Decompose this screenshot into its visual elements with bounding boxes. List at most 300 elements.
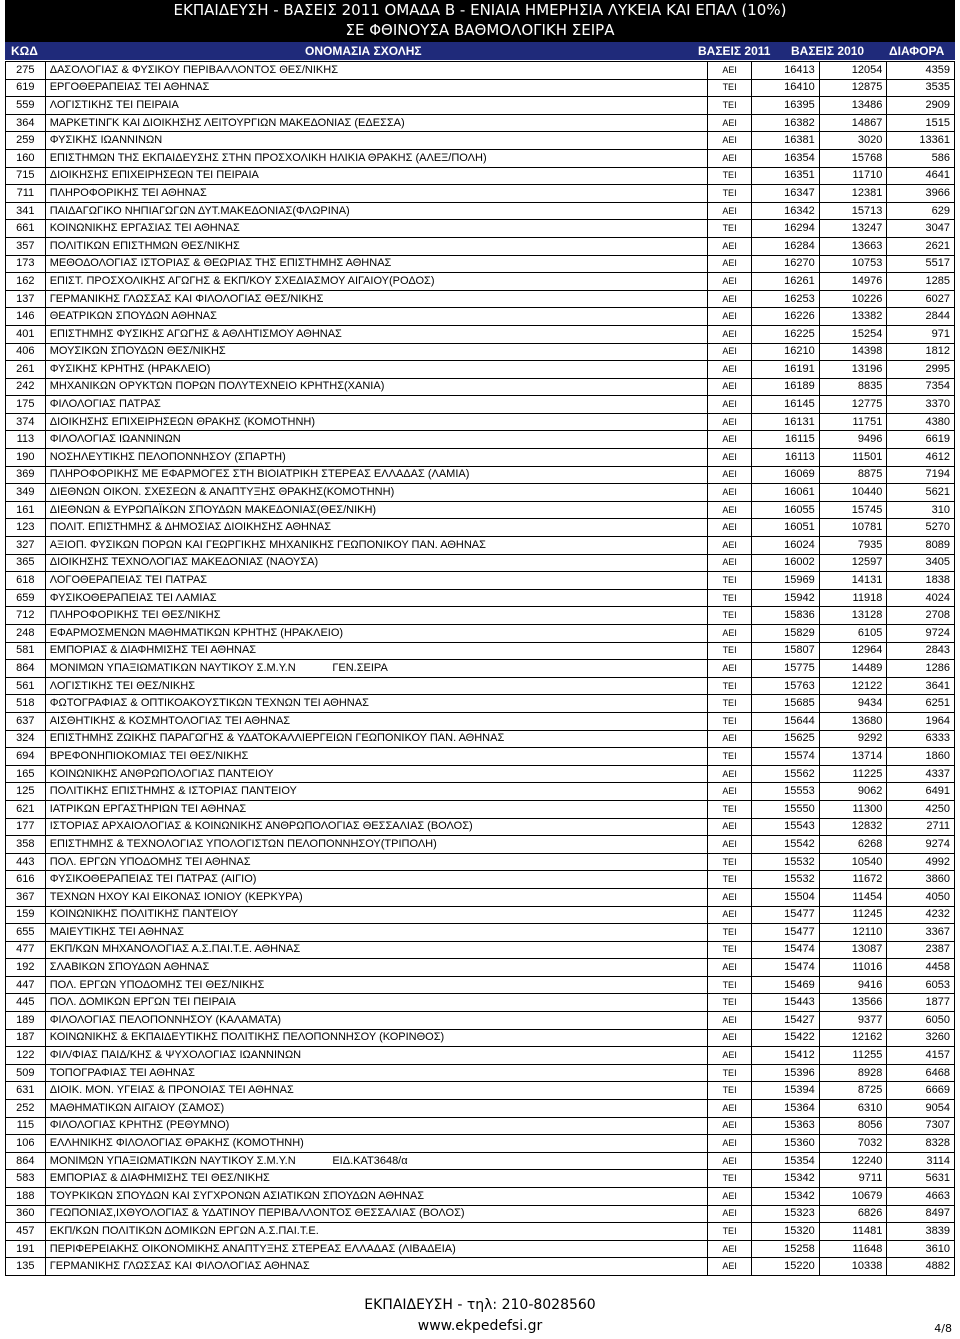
cell-2011: 15504: [752, 888, 820, 906]
cell-2010: 8835: [819, 378, 887, 396]
cell-name: ΠΟΛ. ΕΡΓΩΝ ΥΠΟΔΟΜΗΣ ΤΕΙ ΘΕΣ/ΝΙΚΗΣ: [45, 976, 707, 994]
table-row: [6, 924, 955, 942]
cell-2010: 11751: [819, 413, 887, 431]
cell-code: 115: [6, 1117, 46, 1135]
cell-name: ΔΙΕΘΝΩΝ ΟΙΚΟΝ. ΣΧΕΣΕΩΝ & ΑΝΑΠΤΥΞΗΣ ΘΡΑΚΗΣ(ΚΟΜΟΤΗΝΗ): [45, 484, 707, 502]
cell-name: ΦΙΛ/ΦΙΑΣ ΠΑΙΔ/ΚΗΣ & ΨΥΧΟΛΟΓΙΑΣ ΙΩΑΝΝΙΝΩΝ: [45, 1047, 707, 1065]
cell-2010: 9711: [819, 1170, 887, 1188]
cell-code: 159: [6, 906, 46, 924]
cell-type: ΑΕΙ: [708, 466, 752, 484]
table-row: [6, 378, 955, 396]
cell-type: ΑΕΙ: [708, 361, 752, 379]
table-row: [6, 765, 955, 783]
cell-name: ΔΙΟΙΚΗΣΗΣ ΕΠΙΧΕΙΡΗΣΕΩΝ ΤΕΙ ΠΕΙΡΑΙΑ: [45, 167, 707, 185]
cell-code: 125: [6, 783, 46, 801]
cell-2011: 15474: [752, 959, 820, 977]
cell-name: ΠΟΛΙΤ. ΕΠΙΣΤΗΜΗΣ & ΔΗΜΟΣΙΑΣ ΔΙΟΙΚΗΣΗΣ ΑΘΗΝΑΣ: [45, 519, 707, 537]
cell-2010: 12964: [819, 642, 887, 660]
cell-code: 357: [6, 237, 46, 255]
cell-diff: 2711: [887, 818, 955, 836]
cell-diff: 1838: [887, 572, 955, 590]
table-row: [6, 396, 955, 414]
cell-2011: 15342: [752, 1188, 820, 1206]
cell-code: 374: [6, 413, 46, 431]
cell-name: ΤΟΠΟΓΡΑΦΙΑΣ ΤΕΙ ΑΘΗΝΑΣ: [45, 1064, 707, 1082]
table-row: [6, 167, 955, 185]
cell-diff: 6468: [887, 1064, 955, 1082]
cell-name: ΕΠΙΣΤΗΜΗΣ & ΤΕΧΝΟΛΟΓΙΑΣ ΥΠΟΛΟΓΙΣΤΩΝ ΠΕΛΟΠΟΝΝΗΣΟΥ(ΤΡΙΠΟΛΗ): [45, 836, 707, 854]
cell-code: 252: [6, 1100, 46, 1118]
cell-code: 637: [6, 712, 46, 730]
cell-2011: 15412: [752, 1047, 820, 1065]
cell-2010: 10753: [819, 255, 887, 273]
cell-2010: 9377: [819, 1012, 887, 1030]
cell-diff: 3839: [887, 1223, 955, 1241]
table-row: [6, 484, 955, 502]
cell-type: ΑΕΙ: [708, 308, 752, 326]
table-row: [6, 730, 955, 748]
cell-2011: 16225: [752, 325, 820, 343]
cell-type: ΤΕΙ: [708, 572, 752, 590]
cell-code: 190: [6, 449, 46, 467]
cell-2011: 16051: [752, 519, 820, 537]
cell-2011: 16191: [752, 361, 820, 379]
cell-diff: 4024: [887, 589, 955, 607]
table-row: [6, 114, 955, 132]
table-row: [6, 853, 955, 871]
cell-type: ΑΕΙ: [708, 62, 752, 80]
cell-code: 165: [6, 765, 46, 783]
cell-code: 661: [6, 220, 46, 238]
cell-diff: 9054: [887, 1100, 955, 1118]
cell-name: ΕΚΠ/ΚΩΝ ΜΗΧΑΝΟΛΟΓΙΑΣ Α.Σ.ΠΑΙ.Τ.Ε. ΑΘΗΝΑΣ: [45, 941, 707, 959]
cell-diff: 5270: [887, 519, 955, 537]
table-row: [6, 273, 955, 291]
cell-name: ΝΟΣΗΛΕΥΤΙΚΗΣ ΠΕΛΟΠΟΝΝΗΣΟΥ (ΣΠΑΡΤΗ): [45, 449, 707, 467]
cell-type: ΤΕΙ: [708, 712, 752, 730]
cell-diff: 586: [887, 149, 955, 167]
cell-2011: 16294: [752, 220, 820, 238]
cell-code: 655: [6, 924, 46, 942]
cell-name: ΚΟΙΝΩΝΙΚΗΣ ΠΟΛΙΤΙΚΗΣ ΠΑΝΤΕΙΟΥ: [45, 906, 707, 924]
cell-code: 177: [6, 818, 46, 836]
cell-diff: 2844: [887, 308, 955, 326]
cell-code: 445: [6, 994, 46, 1012]
cell-name: ΑΞΙΟΠ. ΦΥΣΙΚΩΝ ΠΟΡΩΝ ΚΑΙ ΓΕΩΡΓΙΚΗΣ ΜΗΧΑΝΙΚΗΣ ΓΕΩΠΟΝΙΚΟΥ ΠΑΝ. ΑΘΗΝΑΣ: [45, 537, 707, 555]
cell-name: ΠΛΗΡΟΦΟΡΙΚΗΣ ΤΕΙ ΑΘΗΝΑΣ: [45, 185, 707, 203]
table-row: [6, 220, 955, 238]
cell-type: ΑΕΙ: [708, 765, 752, 783]
cell-name: ΠΟΛ. ΔΟΜΙΚΩΝ ΕΡΓΩΝ ΤΕΙ ΠΕΙΡΑΙΑ: [45, 994, 707, 1012]
cell-type: ΑΕΙ: [708, 325, 752, 343]
cell-type: ΤΕΙ: [708, 871, 752, 889]
table-row: [6, 149, 955, 167]
cell-name: ΤΕΧΝΩΝ ΗΧΟΥ ΚΑΙ ΕΙΚΟΝΑΣ ΙΟΝΙΟΥ (ΚΕΡΚΥΡΑ): [45, 888, 707, 906]
cell-2011: 16253: [752, 290, 820, 308]
footer-website[interactable]: www.ekpedefsi.gr: [417, 1318, 543, 1334]
cell-2011: 16024: [752, 537, 820, 555]
cell-code: 162: [6, 273, 46, 291]
cell-2011: 15550: [752, 800, 820, 818]
cell-code: 561: [6, 677, 46, 695]
cell-type: ΑΕΙ: [708, 343, 752, 361]
cell-2011: 15363: [752, 1117, 820, 1135]
table-row: [6, 1100, 955, 1118]
cell-diff: 2621: [887, 237, 955, 255]
cell-2011: 15394: [752, 1082, 820, 1100]
cell-2011: 16055: [752, 501, 820, 519]
table-row: [6, 994, 955, 1012]
table-row: [6, 466, 955, 484]
cell-2010: 15745: [819, 501, 887, 519]
table-row: [6, 818, 955, 836]
cell-type: ΑΕΙ: [708, 554, 752, 572]
cell-name: ΕΡΓΟΘΕΡΑΠΕΙΑΣ ΤΕΙ ΑΘΗΝΑΣ: [45, 79, 707, 97]
cell-type: ΑΕΙ: [708, 413, 752, 431]
cell-code: 189: [6, 1012, 46, 1030]
cell-code: 447: [6, 976, 46, 994]
cell-2010: 14867: [819, 114, 887, 132]
cell-type: ΑΕΙ: [708, 1240, 752, 1258]
cell-name: ΕΠΙΣΤ. ΠΡΟΣΧΟΛΙΚΗΣ ΑΓΩΓΗΣ & ΕΚΠ/ΚΟΥ ΣΧΕΔΙΑΣΜΟΥ ΑΙΓΑΙΟΥ(ΡΟΔΟΣ): [45, 273, 707, 291]
cell-diff: 3367: [887, 924, 955, 942]
cell-2010: 9292: [819, 730, 887, 748]
cell-name: ΓΕΩΠΟΝΙΑΣ,ΙΧΘΥΟΛΟΓΙΑΣ & ΥΔΑΤΙΝΟΥ ΠΕΡΙΒΑΛΛΟΝΤΟΣ ΘΕΣΣΑΛΙΑΣ (ΒΟΛΟΣ): [45, 1205, 707, 1223]
cell-type: ΑΕΙ: [708, 783, 752, 801]
cell-code: 406: [6, 343, 46, 361]
cell-name: ΓΕΡΜΑΝΙΚΗΣ ΓΛΩΣΣΑΣ ΚΑΙ ΦΙΛΟΛΟΓΙΑΣ ΘΕΣ/ΝΙΚΗΣ: [45, 290, 707, 308]
cell-name: ΜΗΧΑΝΙΚΩΝ ΟΡΥΚΤΩΝ ΠΟΡΩΝ ΠΟΛΥΤΕΧΝΕΙΟ ΚΡΗΤΗΣ(ΧΑΝΙΑ): [45, 378, 707, 396]
cell-type: ΑΕΙ: [708, 114, 752, 132]
table-row: [6, 1117, 955, 1135]
cell-2011: 15258: [752, 1240, 820, 1258]
cell-2010: 12597: [819, 554, 887, 572]
cell-type: ΤΕΙ: [708, 994, 752, 1012]
cell-diff: 3641: [887, 677, 955, 695]
cell-2011: 16413: [752, 62, 820, 80]
cell-diff: 3405: [887, 554, 955, 572]
cell-type: ΑΕΙ: [708, 501, 752, 519]
cell-2011: 16061: [752, 484, 820, 502]
cell-2010: 11245: [819, 906, 887, 924]
cell-code: 694: [6, 748, 46, 766]
col-2011-header: ΒΑΣΕΙΣ 2011: [698, 44, 771, 58]
table-row: [6, 712, 955, 730]
cell-2011: 16145: [752, 396, 820, 414]
cell-2010: 8928: [819, 1064, 887, 1082]
cell-2011: 15836: [752, 607, 820, 625]
cell-2010: 8725: [819, 1082, 887, 1100]
cell-2010: 6826: [819, 1205, 887, 1223]
table-row: [6, 1047, 955, 1065]
cell-2010: 13087: [819, 941, 887, 959]
table-row: [6, 1223, 955, 1241]
cell-diff: 13361: [887, 132, 955, 150]
results-table-body: [6, 62, 955, 1276]
cell-2010: 13247: [819, 220, 887, 238]
cell-2011: 15323: [752, 1205, 820, 1223]
cell-diff: 7194: [887, 466, 955, 484]
cell-code: 518: [6, 695, 46, 713]
cell-type: ΑΕΙ: [708, 378, 752, 396]
cell-code: 137: [6, 290, 46, 308]
cell-code: 864: [6, 660, 46, 678]
table-row: [6, 572, 955, 590]
cell-2010: 9416: [819, 976, 887, 994]
cell-type: ΑΕΙ: [708, 888, 752, 906]
cell-2010: 13196: [819, 361, 887, 379]
cell-diff: 310: [887, 501, 955, 519]
cell-type: ΑΕΙ: [708, 959, 752, 977]
cell-2010: 13382: [819, 308, 887, 326]
cell-type: ΑΕΙ: [708, 1100, 752, 1118]
cell-2010: 15254: [819, 325, 887, 343]
cell-code: 242: [6, 378, 46, 396]
cell-2010: 8056: [819, 1117, 887, 1135]
cell-type: ΤΕΙ: [708, 1064, 752, 1082]
cell-name: ΔΙΟΙΚΗΣΗΣ ΤΕΧΝΟΛΟΓΙΑΣ ΜΑΚΕΔΟΝΙΑΣ (ΝΑΟΥΣΑ): [45, 554, 707, 572]
table-row: [6, 888, 955, 906]
cell-diff: 1964: [887, 712, 955, 730]
table-header: [5, 42, 955, 60]
cell-diff: 2708: [887, 607, 955, 625]
cell-code: 275: [6, 62, 46, 80]
cell-2011: 15644: [752, 712, 820, 730]
cell-2011: 15562: [752, 765, 820, 783]
table-row: [6, 589, 955, 607]
cell-code: 113: [6, 431, 46, 449]
cell-2011: 16381: [752, 132, 820, 150]
cell-type: ΤΕΙ: [708, 79, 752, 97]
cell-diff: 3966: [887, 185, 955, 203]
cell-code: 135: [6, 1258, 46, 1276]
cell-2011: 15220: [752, 1258, 820, 1276]
cell-2010: 13663: [819, 237, 887, 255]
cell-2011: 16354: [752, 149, 820, 167]
cell-diff: 8328: [887, 1135, 955, 1153]
cell-2010: 10338: [819, 1258, 887, 1276]
cell-2010: 9434: [819, 695, 887, 713]
cell-code: 583: [6, 1170, 46, 1188]
cell-code: 457: [6, 1223, 46, 1241]
cell-name: ΠΟΛΙΤΙΚΗΣ ΕΠΙΣΤΗΜΗΣ & ΙΣΤΟΡΙΑΣ ΠΑΝΤΕΙΟΥ: [45, 783, 707, 801]
table-row: [6, 1258, 955, 1276]
cell-type: ΑΕΙ: [708, 255, 752, 273]
cell-2010: 14489: [819, 660, 887, 678]
cell-name: ΜΟΥΣΙΚΩΝ ΣΠΟΥΔΩΝ ΘΕΣ/ΝΙΚΗΣ: [45, 343, 707, 361]
cell-diff: 4882: [887, 1258, 955, 1276]
cell-type: ΤΕΙ: [708, 924, 752, 942]
title-band: [5, 0, 955, 42]
cell-name: ΦΙΛΟΛΟΓΙΑΣ ΙΩΑΝΝΙΝΩΝ: [45, 431, 707, 449]
cell-2011: 16002: [752, 554, 820, 572]
cell-2010: 14398: [819, 343, 887, 361]
cell-diff: 4250: [887, 800, 955, 818]
cell-2011: 15443: [752, 994, 820, 1012]
cell-code: 864: [6, 1152, 46, 1170]
cell-2011: 15542: [752, 836, 820, 854]
cell-2011: 15427: [752, 1012, 820, 1030]
document-subtitle: ΣΕ ΦΘΙΝΟΥΣΑ ΒΑΘΜΟΛΟΓΙΚΗ ΣΕΙΡΑ: [345, 21, 615, 39]
cell-2010: 11918: [819, 589, 887, 607]
cell-code: 341: [6, 202, 46, 220]
cell-2010: 8875: [819, 466, 887, 484]
col-diff-header: ΔΙΑΦΟΡΑ: [889, 44, 945, 58]
cell-type: ΤΕΙ: [708, 853, 752, 871]
cell-type: ΑΕΙ: [708, 730, 752, 748]
cell-2010: 11648: [819, 1240, 887, 1258]
cell-type: ΑΕΙ: [708, 625, 752, 643]
cell-diff: 6333: [887, 730, 955, 748]
cell-type: ΤΕΙ: [708, 941, 752, 959]
cell-2011: 15320: [752, 1223, 820, 1241]
footer-phone: ΕΚΠΑΙΔΕΥΣΗ - τηλ: 210-8028560: [364, 1297, 596, 1313]
cell-2010: 7032: [819, 1135, 887, 1153]
cell-code: 367: [6, 888, 46, 906]
table-row: [6, 1135, 955, 1153]
cell-name: ΔΙΟΙΚΗΣΗΣ ΕΠΙΧΕΙΡΗΣΕΩΝ ΘΡΑΚΗΣ (ΚΟΜΟΤΗΝΗ): [45, 413, 707, 431]
cell-type: ΑΕΙ: [708, 149, 752, 167]
cell-diff: 3860: [887, 871, 955, 889]
results-table: [5, 61, 955, 1276]
table-row: [6, 1082, 955, 1100]
cell-diff: 1286: [887, 660, 955, 678]
cell-2010: 12110: [819, 924, 887, 942]
cell-diff: 3535: [887, 79, 955, 97]
cell-name: ΓΕΡΜΑΝΙΚΗΣ ΓΛΩΣΣΑΣ ΚΑΙ ΦΙΛΟΛΟΓΙΑΣ ΑΘΗΝΑΣ: [45, 1258, 707, 1276]
cell-name: ΙΑΤΡΙΚΩΝ ΕΡΓΑΣΤΗΡΙΩΝ ΤΕΙ ΑΘΗΝΑΣ: [45, 800, 707, 818]
cell-name: ΜΑΘΗΜΑΤΙΚΩΝ ΑΙΓΑΙΟΥ (ΣΑΜΟΣ): [45, 1100, 707, 1118]
table-row: [6, 607, 955, 625]
cell-2011: 16189: [752, 378, 820, 396]
cell-2010: 7935: [819, 537, 887, 555]
cell-2010: 9062: [819, 783, 887, 801]
cell-type: ΤΕΙ: [708, 220, 752, 238]
cell-2010: 11454: [819, 888, 887, 906]
cell-code: 659: [6, 589, 46, 607]
cell-2010: 6310: [819, 1100, 887, 1118]
table-row: [6, 871, 955, 889]
cell-2011: 16261: [752, 273, 820, 291]
cell-name: ΦΥΣΙΚΗΣ ΚΡΗΤΗΣ (ΗΡΑΚΛΕΙΟ): [45, 361, 707, 379]
table-row: [6, 449, 955, 467]
table-row: [6, 325, 955, 343]
cell-code: 173: [6, 255, 46, 273]
cell-2011: 15775: [752, 660, 820, 678]
cell-code: 188: [6, 1188, 46, 1206]
cell-code: 175: [6, 396, 46, 414]
cell-2010: 12122: [819, 677, 887, 695]
table-row: [6, 800, 955, 818]
cell-2010: 13714: [819, 748, 887, 766]
cell-diff: 5517: [887, 255, 955, 273]
cell-type: ΑΕΙ: [708, 818, 752, 836]
cell-name: ΠΑΙΔΑΓΩΓΙΚΟ ΝΗΠΙΑΓΩΓΩΝ ΔΥΤ.ΜΑΚΕΔΟΝΙΑΣ(ΦΛΩΡΙΝΑ): [45, 202, 707, 220]
table-row: [6, 519, 955, 537]
cell-2011: 15543: [752, 818, 820, 836]
cell-code: 715: [6, 167, 46, 185]
cell-code: 631: [6, 1082, 46, 1100]
cell-2011: 16115: [752, 431, 820, 449]
cell-type: ΤΕΙ: [708, 1082, 752, 1100]
cell-diff: 6050: [887, 1012, 955, 1030]
page-number: 4/8: [934, 1322, 952, 1335]
cell-diff: 4157: [887, 1047, 955, 1065]
cell-code: 618: [6, 572, 46, 590]
cell-2011: 15396: [752, 1064, 820, 1082]
cell-code: 191: [6, 1240, 46, 1258]
cell-type: ΤΕΙ: [708, 800, 752, 818]
cell-name: ΔΑΣΟΛΟΓΙΑΣ & ΦΥΣΙΚΟΥ ΠΕΡΙΒΑΛΛΟΝΤΟΣ ΘΕΣ/ΝΙΚΗΣ: [45, 62, 707, 80]
cell-2010: 11710: [819, 167, 887, 185]
cell-diff: 1860: [887, 748, 955, 766]
cell-2011: 15474: [752, 941, 820, 959]
cell-type: ΤΕΙ: [708, 1223, 752, 1241]
cell-type: ΤΕΙ: [708, 97, 752, 115]
table-row: [6, 906, 955, 924]
cell-name: ΜΑΡΚΕΤΙΝΓΚ ΚΑΙ ΔΙΟΙΚΗΣΗΣ ΛΕΙΤΟΥΡΓΙΩΝ ΜΑΚΕΔΟΝΙΑΣ (ΕΔΕΣΣΑ): [45, 114, 707, 132]
cell-name: ΕΠΙΣΤΗΜΗΣ ΖΩΙΚΗΣ ΠΑΡΑΓΩΓΗΣ & ΥΔΑΤΟΚΑΛΛΙΕΡΓΕΙΩΝ ΓΕΩΠΟΝΙΚΟΥ ΠΑΝ. ΑΘΗΝΑΣ: [45, 730, 707, 748]
table-row: [6, 1064, 955, 1082]
cell-2010: 11300: [819, 800, 887, 818]
cell-diff: 1812: [887, 343, 955, 361]
table-row: [6, 642, 955, 660]
cell-name: ΕΜΠΟΡΙΑΣ & ΔΙΑΦΗΜΙΣΗΣ ΤΕΙ ΘΕΣ/ΝΙΚΗΣ: [45, 1170, 707, 1188]
cell-code: 123: [6, 519, 46, 537]
cell-name: ΦΥΣΙΚΟΘΕΡΑΠΕΙΑΣ ΤΕΙ ΛΑΜΙΑΣ: [45, 589, 707, 607]
cell-diff: 1285: [887, 273, 955, 291]
cell-2011: 15364: [752, 1100, 820, 1118]
table-row: [6, 625, 955, 643]
cell-code: 711: [6, 185, 46, 203]
cell-2011: 16342: [752, 202, 820, 220]
cell-2010: 10440: [819, 484, 887, 502]
cell-diff: 6619: [887, 431, 955, 449]
cell-type: ΤΕΙ: [708, 642, 752, 660]
table-row: [6, 308, 955, 326]
cell-type: ΑΕΙ: [708, 449, 752, 467]
cell-diff: 4380: [887, 413, 955, 431]
table-row: [6, 237, 955, 255]
table-row: [6, 941, 955, 959]
cell-type: ΑΕΙ: [708, 431, 752, 449]
cell-name: ΕΜΠΟΡΙΑΣ & ΔΙΑΦΗΜΙΣΗΣ ΤΕΙ ΑΘΗΝΑΣ: [45, 642, 707, 660]
cell-code: 327: [6, 537, 46, 555]
cell-type: ΤΕΙ: [708, 167, 752, 185]
cell-type: ΑΕΙ: [708, 660, 752, 678]
cell-name: ΙΣΤΟΡΙΑΣ ΑΡΧΑΙΟΛΟΓΙΑΣ & ΚΟΙΝΩΝΙΚΗΣ ΑΝΘΡΩΠΟΛΟΓΙΑΣ ΘΕΣΣΑΛΙΑΣ (ΒΟΛΟΣ): [45, 818, 707, 836]
cell-2011: 16113: [752, 449, 820, 467]
cell-2010: 10226: [819, 290, 887, 308]
cell-2010: 11225: [819, 765, 887, 783]
cell-code: 261: [6, 361, 46, 379]
table-row: [6, 361, 955, 379]
cell-2011: 15625: [752, 730, 820, 748]
table-row: [6, 97, 955, 115]
cell-diff: 5631: [887, 1170, 955, 1188]
cell-type: ΑΕΙ: [708, 1117, 752, 1135]
cell-code: 160: [6, 149, 46, 167]
table-row: [6, 976, 955, 994]
cell-2011: 15553: [752, 783, 820, 801]
cell-code: 477: [6, 941, 46, 959]
cell-2010: 11255: [819, 1047, 887, 1065]
cell-code: 360: [6, 1205, 46, 1223]
cell-type: ΑΕΙ: [708, 273, 752, 291]
cell-2011: 15574: [752, 748, 820, 766]
cell-name: ΚΟΙΝΩΝΙΚΗΣ & ΕΚΠΑΙΔΕΥΤΙΚΗΣ ΠΟΛΙΤΙΚΗΣ ΠΕΛΟΠΟΝΝΗΣΟΥ (ΚΟΡΙΝΘΟΣ): [45, 1029, 707, 1047]
cell-code: 358: [6, 836, 46, 854]
